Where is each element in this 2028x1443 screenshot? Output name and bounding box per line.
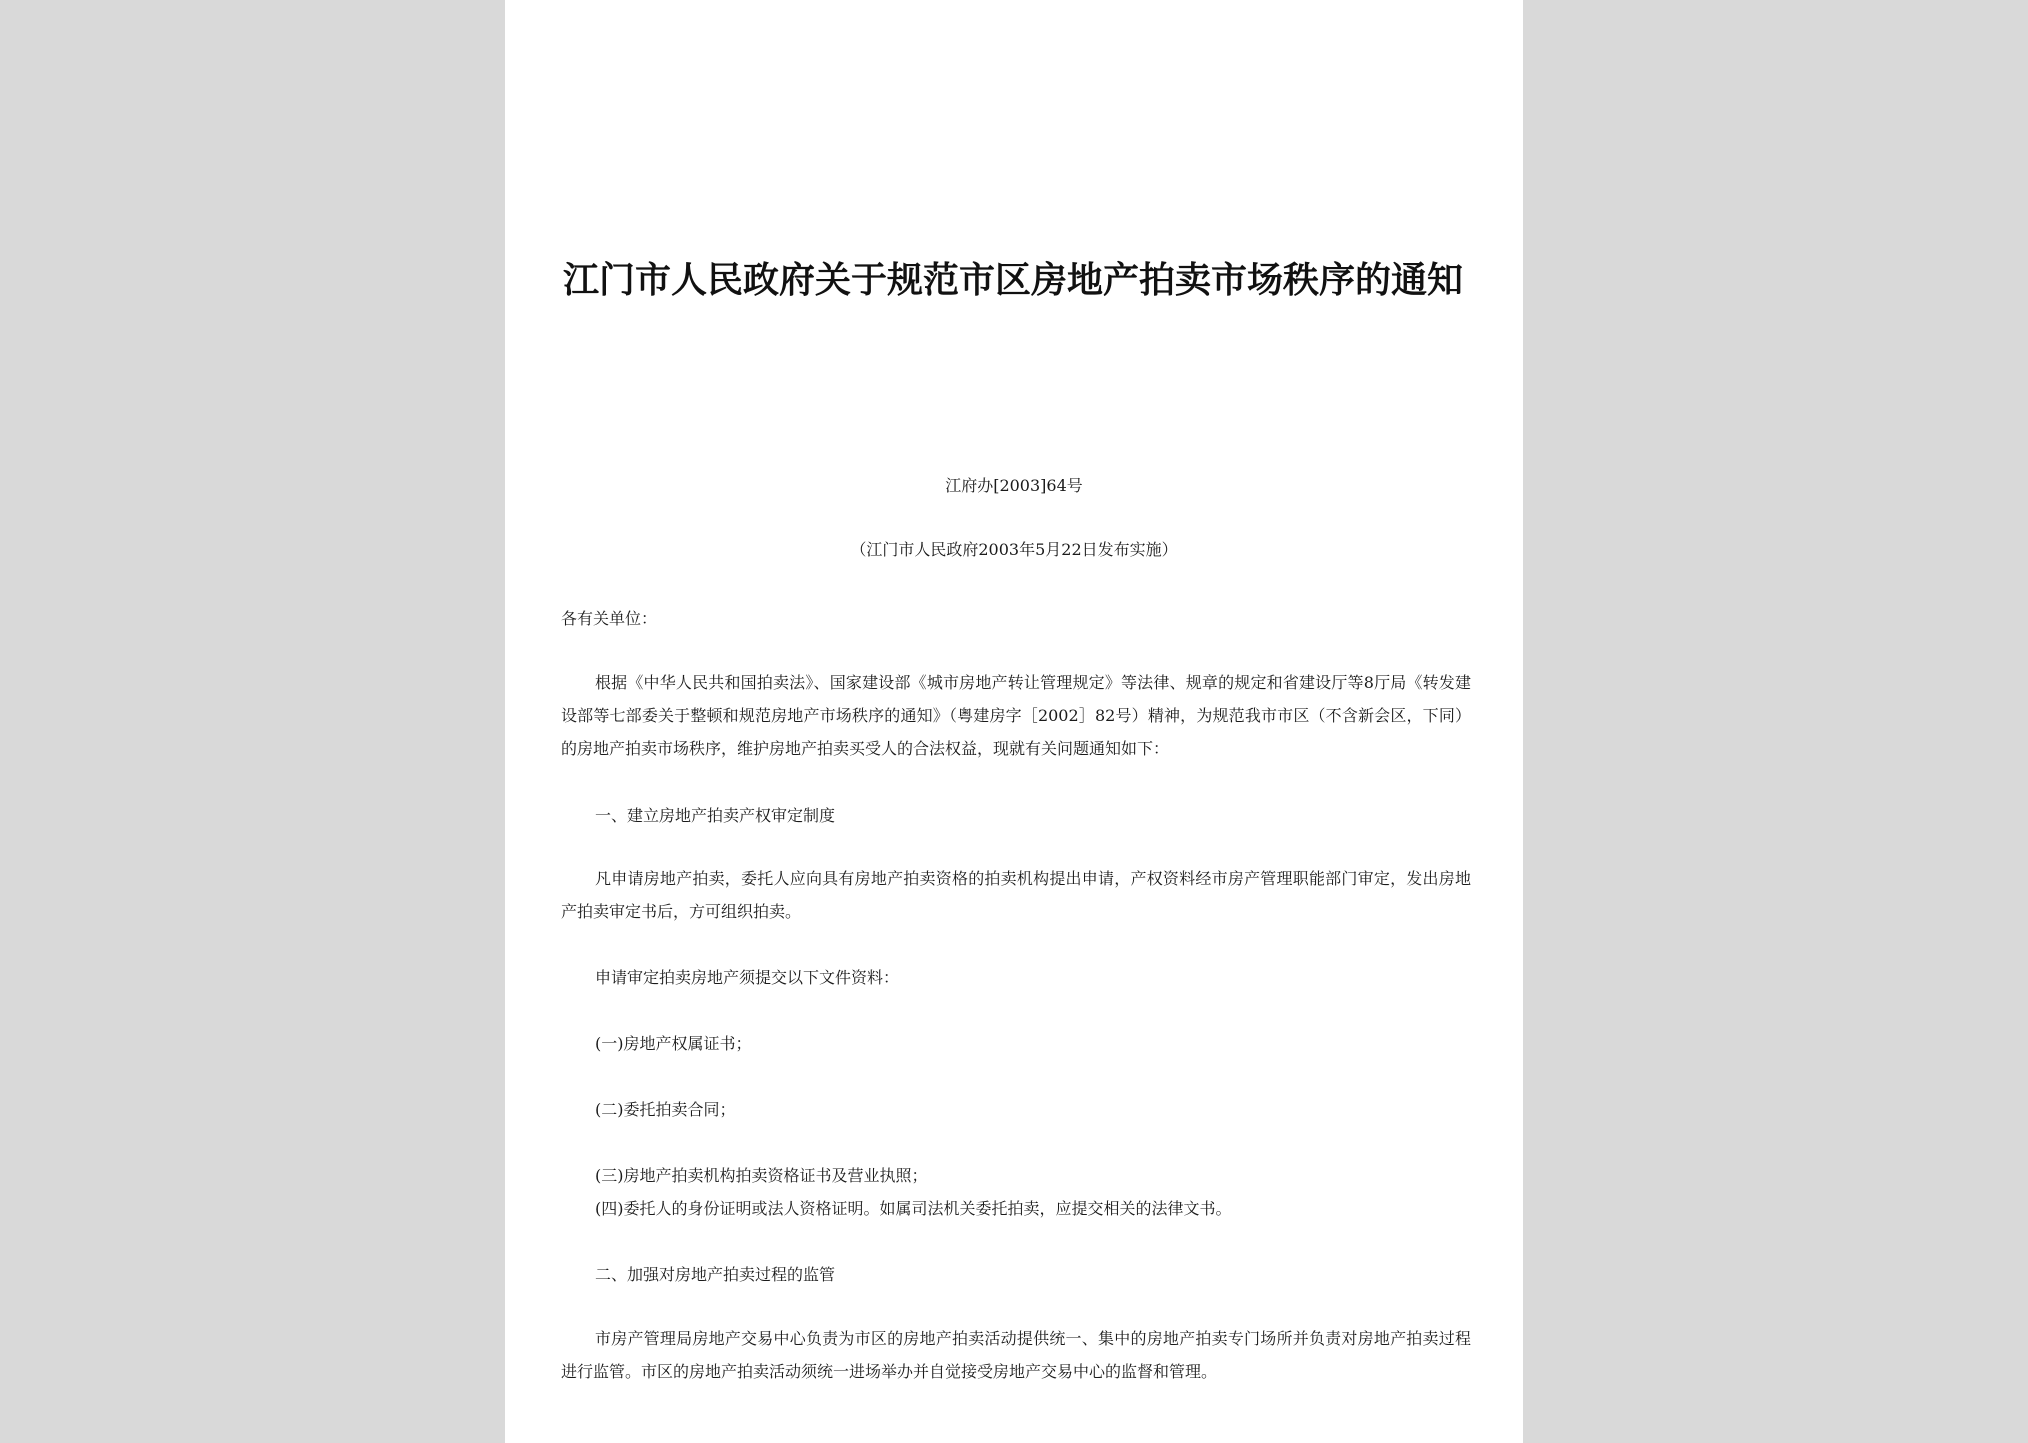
section-1-docs-intro: 申请审定拍卖房地产须提交以下文件资料： (595, 968, 900, 987)
section-1-paragraph: 凡申请房地产拍卖，委托人应向具有房地产拍卖资格的拍卖机构提出申请，产权资料经市房产管理职能部门审定，发出房地产拍卖审定书后，方可组织拍卖。 (561, 869, 1471, 921)
document-page (505, 0, 1523, 1443)
salutation: 各有关单位： (561, 609, 658, 628)
list-item-1: (一)房地产权属证书； (595, 1034, 752, 1053)
intro-paragraph: 根据《中华人民共和国拍卖法》、国家建设部《城市房地产转让管理规定》等法律、规章的规定和省建设厅等8厅局《转发建设部等七部委关于整顿和规范房地产市场秩序的通知》（粤建房字［2002］82号）精神，为规范我市市区（不含新会区，下同）的房地产拍卖市场秩序，维护房地产拍卖买受人的合法权益，现就有关问题通知如下： (561, 673, 1471, 758)
section-heading-2: 二、加强对房地产拍卖过程的监管 (595, 1265, 836, 1284)
section-2-paragraph: 市房产管理局房地产交易中心负责为市区的房地产拍卖活动提供统一、集中的房地产拍卖专门场所并负责对房地产拍卖过程进行监管。市区的房地产拍卖活动须统一进场举办并自觉接受房地产交易中心的监督和管理。 (561, 1329, 1471, 1381)
list-item-2: (二)委托拍卖合同； (595, 1100, 736, 1119)
section-heading-1: 一、建立房地产拍卖产权审定制度 (595, 806, 836, 825)
publication-note: （江门市人民政府2003年5月22日发布实施） (850, 540, 1178, 559)
document-title: 江门市人民政府关于规范市区房地产拍卖市场秩序的通知 (563, 260, 1464, 301)
document-number: 江府办[2003]64号 (945, 476, 1083, 495)
list-item-4: (四)委托人的身份证明或法人资格证明。如属司法机关委托拍卖，应提交相关的法律文书。 (595, 1199, 1232, 1218)
list-item-3: (三)房地产拍卖机构拍卖资格证书及营业执照； (595, 1166, 928, 1185)
